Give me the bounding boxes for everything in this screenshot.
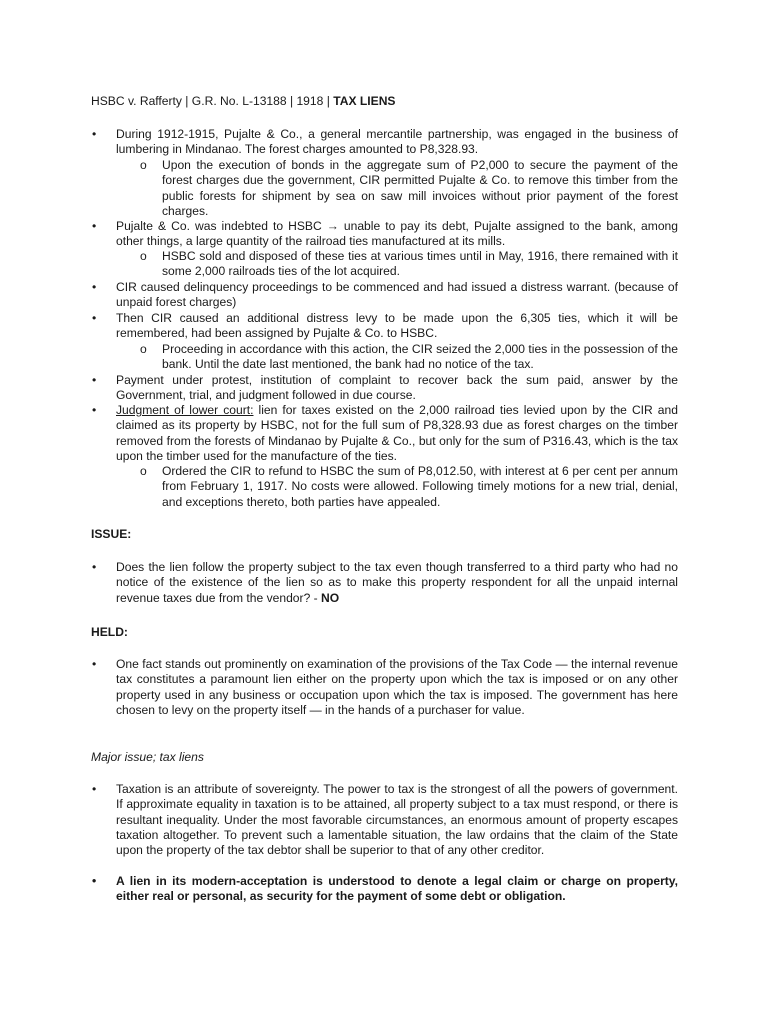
list-item: o Ordered the CIR to refund to HSBC the sum of P8,012.50, with interest at 6 per cent per annum from February 1, 1917. No costs were allowed. Following timely motions for a new trial, denial, and exceptions thereto, both parties have appealed.: [140, 464, 678, 509]
bullet-icon: •: [92, 311, 97, 325]
bullet-icon: •: [92, 373, 97, 387]
case-title: [91, 94, 396, 109]
bullet-icon: •: [92, 560, 97, 574]
bullet-icon: •: [92, 874, 97, 888]
issue-heading: ISSUE:: [91, 527, 132, 541]
case-topic: TAX LIENS: [333, 94, 396, 108]
bullet-icon: •: [92, 127, 97, 141]
major-item: • Taxation is an attribute of sovereignty. The power to tax is the strongest of all the powers of government. If approximate equality in taxation is to be attained, all property subject to a tax must respond, or there is resultant inequality. Under the most favorable circumstances, an enormous amount of property escapes taxation altogether. To prevent such a lamentable situation, the law ordains that the claim of the State upon the property of the tax debtor shall be superior to that of any other creditor.: [92, 782, 678, 858]
bullet-icon: •: [92, 403, 97, 417]
sub-bullet-icon: o: [140, 158, 147, 172]
bullet-icon: •: [92, 219, 97, 233]
list-item: o Proceeding in accordance with this action, the CIR seized the 2,000 ties in the possession of the bank. Until the date last mentioned, the bank had no notice of the tax.: [140, 342, 678, 372]
list-item: • Judgment of lower court: lien for taxes existed on the 2,000 railroad ties levied upon by the CIR and claimed as its property by HSBC, not for the full sum of P8,328.93 due as forest charges on the timber removed from the forests of Mindanao by Pujalte & Co., but only for the sum of P316.43, which is the tax upon the timber used for the manufacture of the ties.: [92, 403, 678, 463]
list-item: • CIR caused delinquency proceedings to be commenced and had issued a distress warrant. (because of unpaid forest charges): [92, 280, 678, 310]
bullet-icon: •: [92, 657, 97, 671]
sub-bullet-icon: o: [140, 464, 147, 478]
judgment-label: Judgment of lower court:: [116, 403, 254, 417]
list-item: • Then CIR caused an additional distress levy to be made upon the 6,305 ties, which it will be remembered, had been assigned by Pujalte & Co. to HSBC.: [92, 311, 678, 341]
sub-bullet-icon: o: [140, 249, 147, 263]
list-item: • Pujalte & Co. was indebted to HSBC → unable to pay its debt, Pujalte assigned to the bank, among other things, a large quantity of the railroad ties manufactured at its mills.: [92, 219, 678, 249]
held-heading: HELD:: [91, 625, 128, 639]
list-item: o Upon the execution of bonds in the aggregate sum of P2,000 to secure the payment of the forest charges due the government, CIR permitted Pujalte & Co. to remove this timber from the public forests for shipment by sea on saw mill invoices without prior payment of the forest charges.: [140, 158, 678, 218]
major-item-bold: • A lien in its modern-acceptation is understood to denote a legal claim or charge on property, either real or personal, as security for the payment of some debt or obligation.: [92, 874, 678, 904]
list-item: • During 1912-1915, Pujalte & Co., a general mercantile partnership, was engaged in the business of lumbering in Mindanao. The forest charges amounted to P8,328.93.: [92, 127, 678, 157]
bullet-icon: •: [92, 782, 97, 796]
issue-item: • Does the lien follow the property subject to the tax even though transferred to a third party who had no notice of the existence of the lien so as to make this property respondent for all the unpaid internal revenue taxes due from the vendor? - NO: [92, 560, 678, 605]
sub-bullet-icon: o: [140, 342, 147, 356]
major-issue-heading: Major issue; tax liens: [91, 750, 204, 764]
list-item: o HSBC sold and disposed of these ties at various times until in May, 1916, there remained with it some 2,000 railroads ties of the lot acquired.: [140, 249, 678, 279]
list-item: • Payment under protest, institution of complaint to recover back the sum paid, answer by the Government, trial, and judgment followed in due course.: [92, 373, 678, 403]
issue-answer: NO: [321, 590, 340, 605]
held-item: • One fact stands out prominently on examination of the provisions of the Tax Code — the internal revenue tax constitutes a paramount lien either on the property upon which the tax is imposed or on any other property used in any business or occupation upon which the tax is imposed. The government has here chosen to levy on the property itself — in the hands of a purchaser for value.: [92, 657, 678, 717]
case-title-text: HSBC v. Rafferty | G.R. No. L-13188 | 1918 |: [91, 94, 334, 108]
bullet-icon: •: [92, 280, 97, 294]
